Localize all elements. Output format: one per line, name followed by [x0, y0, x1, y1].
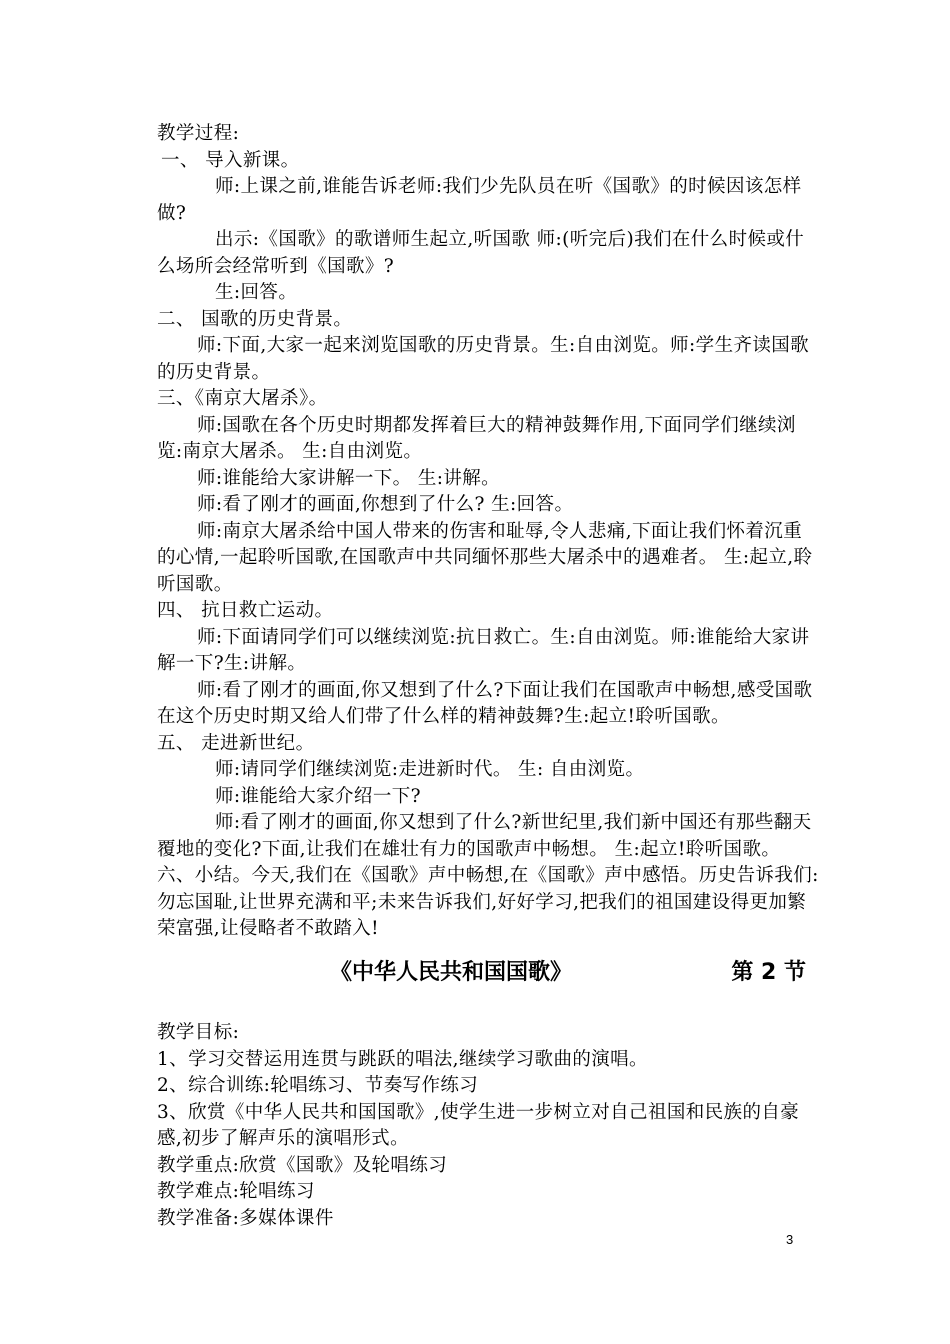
section-title: 《中华人民共和国国歌》: [330, 960, 573, 985]
paragraph: 师:下面,大家一起来浏览国歌的历史背景。生:自由浏览。师:学生齐读国歌的历史背景。: [157, 335, 810, 383]
preparation: 教学准备:多媒体课件: [157, 1207, 334, 1229]
step-5-heading: 五、 走进新世纪。: [157, 732, 315, 754]
section-heading: [330, 956, 810, 990]
teaching-objectives: [157, 1020, 820, 1232]
paragraph: 师:南京大屠杀给中国人带来的伤害和耻辱,令人悲痛,下面让我们怀着沉重的心情,一起聆听国歌,在国歌声中共同缅怀那些大屠杀中的遇难者。 生:起立,聆听国歌。: [157, 520, 813, 595]
key-points: 教学重点:欣赏《国歌》及轮唱练习: [157, 1154, 448, 1176]
paragraph: 师:谁能给大家讲解一下。 生:讲解。: [197, 467, 501, 489]
process-label: 教学过程:: [157, 123, 240, 144]
paragraph: 师:国歌在各个历史时期都发挥着巨大的精神鼓舞作用,下面同学们继续浏览:南京大屠杀。 生:自由浏览。: [157, 414, 796, 462]
teaching-process: [157, 121, 820, 943]
paragraph: 师:下面请同学们可以继续浏览:抗日救亡。生:自由浏览。师:谁能给大家讲解一下?生:讲解。: [157, 626, 810, 674]
objective-item: 1、学习交替运用连贯与跳跃的唱法,继续学习歌曲的演唱。: [157, 1048, 648, 1070]
paragraph: 师:看了刚才的画面,你又想到了什么?下面让我们在国歌声中畅想,感受国歌在这个历史时期又给人们带了什么样的精神鼓舞?生:起立!聆听国歌。: [157, 679, 813, 727]
step-4-heading: 四、 抗日救亡运动。: [157, 600, 334, 621]
objective-item: 3、欣赏《中华人民共和国国歌》,使学生进一步树立对自己祖国和民族的自豪感,初步了解声乐的演唱形式。: [157, 1101, 800, 1149]
objective-item: 2、综合训练:轮唱练习、节奏写作练习: [157, 1075, 479, 1096]
page-number: 3: [786, 1232, 794, 1247]
step-2-heading: 二、 国歌的历史背景。: [157, 308, 353, 330]
paragraph: 师:看了刚才的画面,你想到了什么? 生:回答。: [197, 494, 574, 515]
paragraph: 师:看了刚才的画面,你又想到了什么?新世纪里,我们新中国还有那些翻天覆地的变化?下面,让我们在雄壮有力的国歌声中畅想。 生:起立!聆听国歌。: [157, 812, 812, 860]
step-3-heading: 三、《南京大屠杀》。: [157, 388, 328, 409]
paragraph: 出示:《国歌》的歌谱师生起立,听国歌 师:(听完后)我们在什么时候或什么场所会经常听到《国歌》?: [157, 229, 805, 277]
paragraph: 师:请同学们继续浏览:走进新时代。 生: 自由浏览。: [215, 759, 645, 780]
paragraph: 师:谁能给大家介绍一下?: [215, 785, 421, 807]
section-number: 第 2 节: [731, 960, 806, 985]
difficulty: 教学难点:轮唱练习: [157, 1181, 315, 1202]
paragraph: 生:回答。: [215, 282, 298, 303]
paragraph: 师:上课之前,谁能告诉老师:我们少先队员在听《国歌》的时候因该怎样做?: [157, 176, 802, 224]
step-1-heading: 一、 导入新课。: [161, 149, 300, 171]
objectives-label: 教学目标:: [157, 1022, 240, 1043]
summary-paragraph: 六、小结。今天,我们在《国歌》声中畅想,在《国歌》声中感悟。历史告诉我们:勿忘国耻,让世界充满和平;未来告诉我们,好好学习,把我们的祖国建设得更加繁荣富强,让侵略者不敢踏入!: [157, 865, 819, 939]
